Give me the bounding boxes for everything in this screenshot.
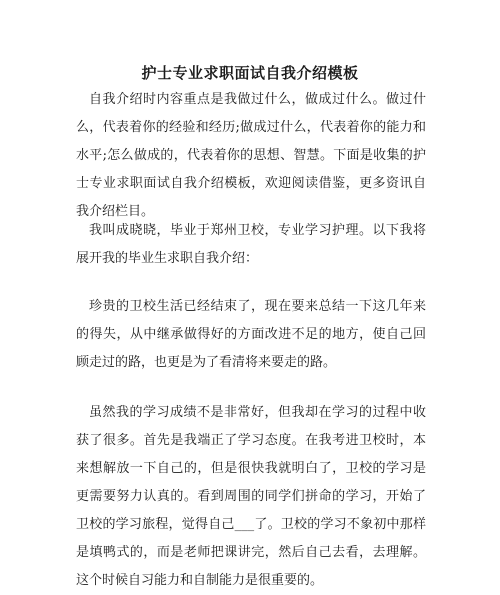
paragraph-study: 虽然我的学习成绩不是非常好，但我却在学习的过程中收获了很多。首先是我端正了学习态度。在我考进卫校时，本来想解放一下自己的，但是很快我就明白了，卫校的学习是更需要努力认真的。看到周围的同学们拼命的学习，开始了卫校的学习旅程，觉得自己___了。卫校的学习不象初中那样是填鸭式的，而是老师把课讲完，然后自己去看，去理解。这个时候自习能力和自制能力是很重要的。 bbox=[76, 405, 426, 588]
paragraph-intro: 自我介绍时内容重点是我做过什么，做成过什么。做过什么，代表着你的经验和经历;做成过什么，代表着你的能力和水平;怎么做成的，代表着你的思想、智慧。下面是收集的护士专业求职面试自我介绍模板，欢迎阅读借鉴，更多资讯自我介绍栏目。 bbox=[76, 92, 426, 219]
document-title: 护士专业求职面试自我介绍模板 bbox=[141, 64, 359, 82]
paragraph-school-life: 珍贵的卫校生活已经结束了，现在要来总结一下这几年来的得失，从中继承做得好的方面改进不足的地方，使自己回顾走过的路，也更是为了看清将来要走的路。 bbox=[76, 299, 426, 370]
paragraph-self-intro: 我叫成晓晓，毕业于郑州卫校，专业学习护理。以下我将展开我的毕业生求职自我介绍： bbox=[76, 223, 426, 266]
